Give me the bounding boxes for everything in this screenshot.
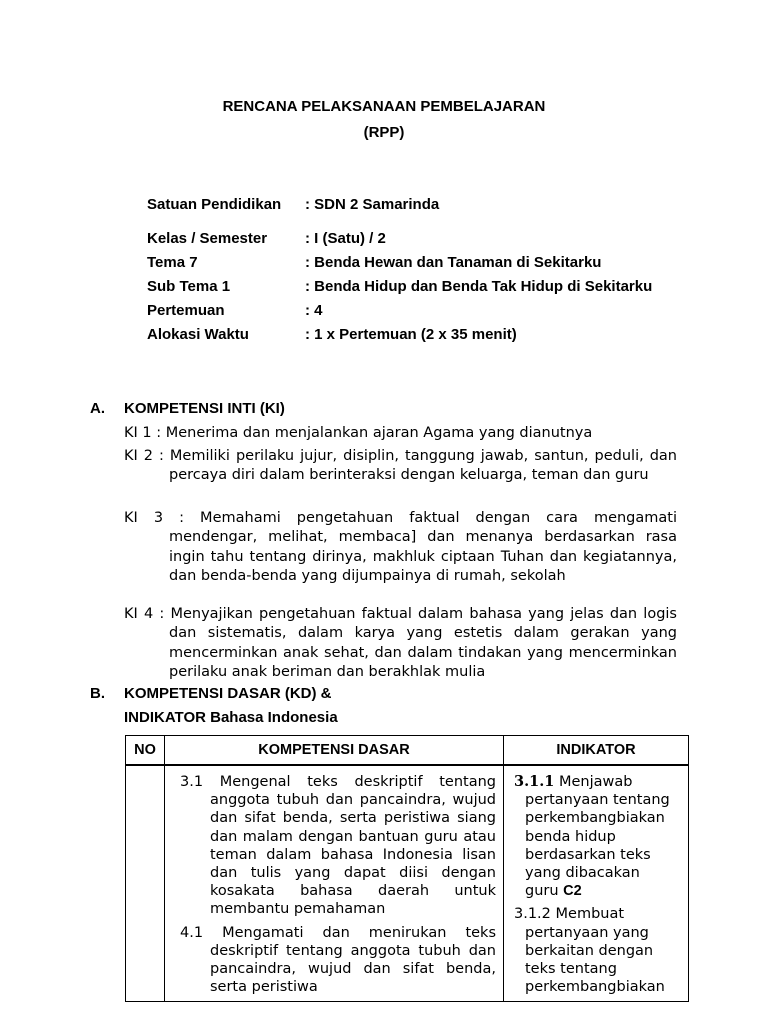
indikator-item — [514, 773, 676, 900]
table-header-no: NO — [126, 736, 165, 766]
kd-indikator-table — [125, 735, 689, 1002]
identity-value: : SDN 2 Samarinda — [305, 196, 440, 213]
table-header-row — [126, 736, 689, 766]
identity-value: : 1 x Pertemuan (2 x 35 menit) — [305, 326, 517, 343]
ki-text: KI 3 : Memahami pengetahuan faktual dengan cara mengamati mendengar, melihat, membaca] dan menanya berdasarkan rasa ingin tahu tentang dirinya, makhluk ciptaan Tuhan dan kegiatannya, dan benda-benda yang dijumpainya di rumah, sekolah — [124, 510, 677, 584]
identity-label: Satuan Pendidikan — [147, 196, 282, 213]
identity-label: Kelas / Semester — [147, 230, 268, 247]
identity-label: Alokasi Waktu — [147, 326, 249, 343]
table-row — [126, 765, 689, 1002]
identity-value: : Benda Hewan dan Tanaman di Sekitarku — [305, 254, 602, 271]
table-header-kd: KOMPETENSI DASAR — [165, 736, 504, 766]
indikator-level: C2 — [563, 883, 582, 900]
indikator-code: 3.1.1 — [514, 773, 555, 790]
indikator-text: Membuat pertanyaan yang berkaitan dengan teks tentang perkembangbiakan — [525, 906, 665, 996]
ki-text: KI 1 : Menerima dan menjalankan ajaran Agama yang dianutnya — [124, 425, 593, 441]
document-subtitle: (RPP) — [363, 124, 405, 141]
indikator-item — [514, 905, 676, 996]
kd-item: 3.1 Mengenal teks deskriptif tentang anggota tubuh dan pancaindra, wujud dan sifat benda, serta peristiwa siang dan malam dengan bantuan guru atau teman dalam bahasa Indonesia lisan dan tulis yang dapat diisi dengan kosakata bahasa daerah untuk membantu pemahaman — [180, 774, 496, 918]
section-letter: A. — [90, 400, 105, 417]
ki-text: KI 2 : Memiliki perilaku jujur, disiplin, tanggung jawab, santun, peduli, dan percaya diri dalam berinteraksi dengan keluarga, teman dan guru — [124, 448, 677, 484]
document-title: RENCANA PELAKSANAAN PEMBELAJARAN — [222, 98, 546, 115]
ki-item-4 — [124, 605, 677, 682]
indikator-text: Menjawab pertanyaan tentang perkembangbiakan benda hidup berdasarkan teks yang dibacakan guru — [525, 774, 670, 900]
identity-value: : 4 — [305, 302, 323, 319]
table-cell-kd — [165, 765, 504, 1002]
table-cell-no — [126, 765, 165, 1002]
section-title-line1: KOMPETENSI DASAR (KD) & — [124, 685, 332, 702]
indikator-code: 3.1.2 — [514, 906, 551, 923]
ki-text: KI 4 : Menyajikan pengetahuan faktual dalam bahasa yang jelas dan logis dan sistematis, dalam karya yang estetis dalam gerakan yang mencerminkan anak sehat, dan dalam tindakan yang mencerminkan perilaku anak beriman dan berakhlak mulia — [124, 606, 677, 680]
section-letter: B. — [90, 685, 105, 702]
table-cell-indikator — [504, 765, 689, 1002]
identity-value: : I (Satu) / 2 — [305, 230, 386, 247]
identity-label: Sub Tema 1 — [147, 278, 231, 295]
kd-item: 4.1 Mengamati dan menirukan teks deskriptif tentang anggota tubuh dan pancaindra, wujud dan sifat benda, serta peristiwa — [180, 924, 496, 996]
section-title: KOMPETENSI INTI (KI) — [124, 400, 285, 417]
identity-value: : Benda Hidup dan Benda Tak Hidup di Sekitarku — [305, 278, 653, 295]
section-b-subheading — [124, 709, 338, 726]
ki-item-2 — [124, 447, 677, 486]
table-header-indikator: INDIKATOR — [504, 736, 689, 766]
ki-item-1 — [124, 424, 677, 443]
identity-label: Tema 7 — [147, 254, 198, 271]
ki-item-3 — [124, 509, 677, 586]
identity-label: Pertemuan — [147, 302, 225, 319]
section-title-line2: INDIKATOR Bahasa Indonesia — [124, 709, 338, 726]
